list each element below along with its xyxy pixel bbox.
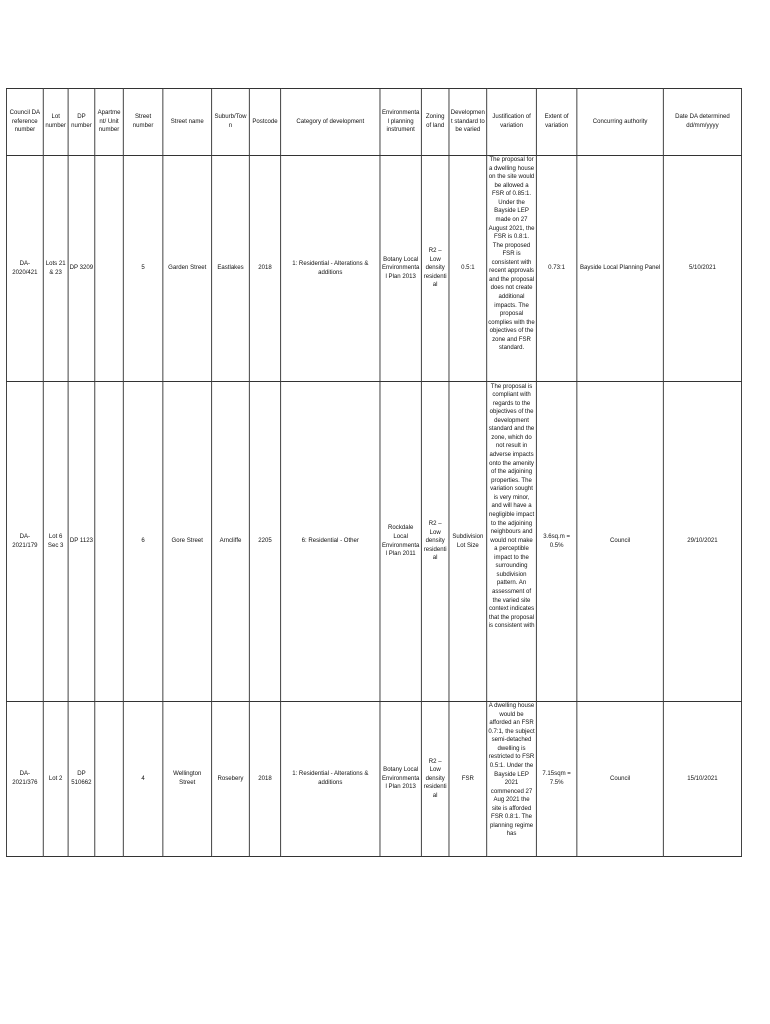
table-row — [6, 156, 741, 382]
justification-text: The proposal for a dwelling house on the site would be allowed a FSR of 0.85:1. Under the Bayside LEP made on 27 August 2021, the FSR is 0.8:1. The proposed FSR is consistent with recent approvals and the proposal does not create additional impacts. The proposal complies with the objectives of the zone and FSR standard. — [488, 156, 535, 352]
justification-clip — [488, 383, 535, 700]
cell-extent: 3.6sq.m = 0.5% — [536, 382, 576, 702]
cell-lot-number: Lots 21 & 23 — [43, 156, 68, 382]
header-suburb: Suburb/Town — [212, 89, 250, 156]
cell-standard: FSR — [449, 702, 487, 857]
header-street-name: Street name — [163, 89, 212, 156]
header-lot-number: Lot number — [43, 89, 68, 156]
cell-zoning: R2 – Low density residential — [421, 702, 449, 857]
cell-date: 29/10/2021 — [663, 382, 741, 702]
cell-postcode: 2205 — [249, 382, 280, 702]
cell-standard: Subdivision Lot Size — [449, 382, 487, 702]
cell-street-number: 5 — [123, 156, 163, 382]
cell-authority: Council — [577, 702, 663, 857]
header-dp-number: DP number — [68, 89, 95, 156]
justification-clip — [488, 702, 535, 854]
header-unit-number: Apartment/ Unit number — [95, 89, 124, 156]
cell-zoning: R2 – Low density residential — [421, 382, 449, 702]
justification-text: The proposal is compliant with regards to the objectives of the development standard and the zone, which do not result in adverse impacts onto the amenity of the adjoining properties. The variation sought is very minor, and will have a negligible impact to the adjoining neighbours and would not make a perceptible impact to the surrounding subdivision pattern. An assessment of the varied site context indicates that the proposal is consistent with — [488, 382, 535, 630]
table-body — [6, 156, 741, 857]
header-extent: Extent of variation — [536, 89, 576, 156]
cell-category: 6: Residential - Other — [281, 382, 380, 702]
cell-unit-number — [95, 382, 124, 702]
cell-extent: 7.15sqm = 7.5% — [536, 702, 576, 857]
cell-da-reference: DA-2021/376 — [6, 702, 43, 857]
header-street-number: Street number — [123, 89, 163, 156]
justification-clip — [488, 156, 535, 379]
cell-suburb: Rosebery — [212, 702, 250, 857]
table-row — [6, 702, 741, 857]
cell-postcode: 2018 — [249, 156, 280, 382]
cell-justification — [487, 702, 537, 857]
cell-justification — [487, 156, 537, 382]
cell-street-name: Wellington Street — [163, 702, 212, 857]
cell-unit-number — [95, 156, 124, 382]
header-postcode: Postcode — [249, 89, 280, 156]
cell-street-number: 4 — [123, 702, 163, 857]
table-header — [6, 89, 741, 156]
cell-dp-number: DP 1123 — [68, 382, 95, 702]
header-epi: Environmental planning instrument — [380, 89, 421, 156]
cell-street-number: 6 — [123, 382, 163, 702]
cell-epi: Rockdale Local Environmental Plan 2011 — [380, 382, 421, 702]
header-category: Category of development — [281, 89, 380, 156]
cell-justification — [487, 382, 537, 702]
cell-street-name: Gore Street — [163, 382, 212, 702]
header-da-reference: Council DA reference number — [6, 89, 43, 156]
cell-lot-number: Lot 6 Sec 3 — [43, 382, 68, 702]
cell-dp-number: DP 510662 — [68, 702, 95, 857]
justification-text: A dwelling house would be afforded an FSR 0.7:1, the subject semi-detached dwelling is restricted to FSR 0.5:1. Under the Bayside LEP 2021 commenced 27 Aug 2021 the site is afforded FSR 0.8:1. The planning regime has — [488, 702, 535, 838]
cell-authority: Bayside Local Planning Panel — [577, 156, 663, 382]
header-row — [6, 89, 741, 156]
cell-suburb: Eastlakes — [212, 156, 250, 382]
variations-register-table — [6, 88, 742, 857]
cell-street-name: Garden Street — [163, 156, 212, 382]
header-authority: Concurring authority — [577, 89, 663, 156]
cell-category: 1: Residential - Alterations & additions — [281, 702, 380, 857]
cell-lot-number: Lot 2 — [43, 702, 68, 857]
cell-epi: Botany Local Environmental Plan 2013 — [380, 702, 421, 857]
cell-da-reference: DA-2021/179 — [6, 382, 43, 702]
cell-authority: Council — [577, 382, 663, 702]
cell-date: 5/10/2021 — [663, 156, 741, 382]
cell-postcode: 2018 — [249, 702, 280, 857]
cell-epi: Botany Local Environmental Plan 2013 — [380, 156, 421, 382]
cell-dp-number: DP 3209 — [68, 156, 95, 382]
cell-zoning: R2 – Low density residential — [421, 156, 449, 382]
header-standard: Development standard to be varied — [449, 89, 487, 156]
header-date: Date DA determined dd/mm/yyyy — [663, 89, 741, 156]
table-row — [6, 382, 741, 702]
cell-extent: 0.73:1 — [536, 156, 576, 382]
cell-da-reference: DA-2020/421 — [6, 156, 43, 382]
header-zoning: Zoning of land — [421, 89, 449, 156]
cell-date: 15/10/2021 — [663, 702, 741, 857]
cell-standard: 0.5:1 — [449, 156, 487, 382]
header-justification: Justification of variation — [487, 89, 537, 156]
cell-suburb: Arncliffe — [212, 382, 250, 702]
cell-unit-number — [95, 702, 124, 857]
cell-category: 1: Residential - Alterations & additions — [281, 156, 380, 382]
